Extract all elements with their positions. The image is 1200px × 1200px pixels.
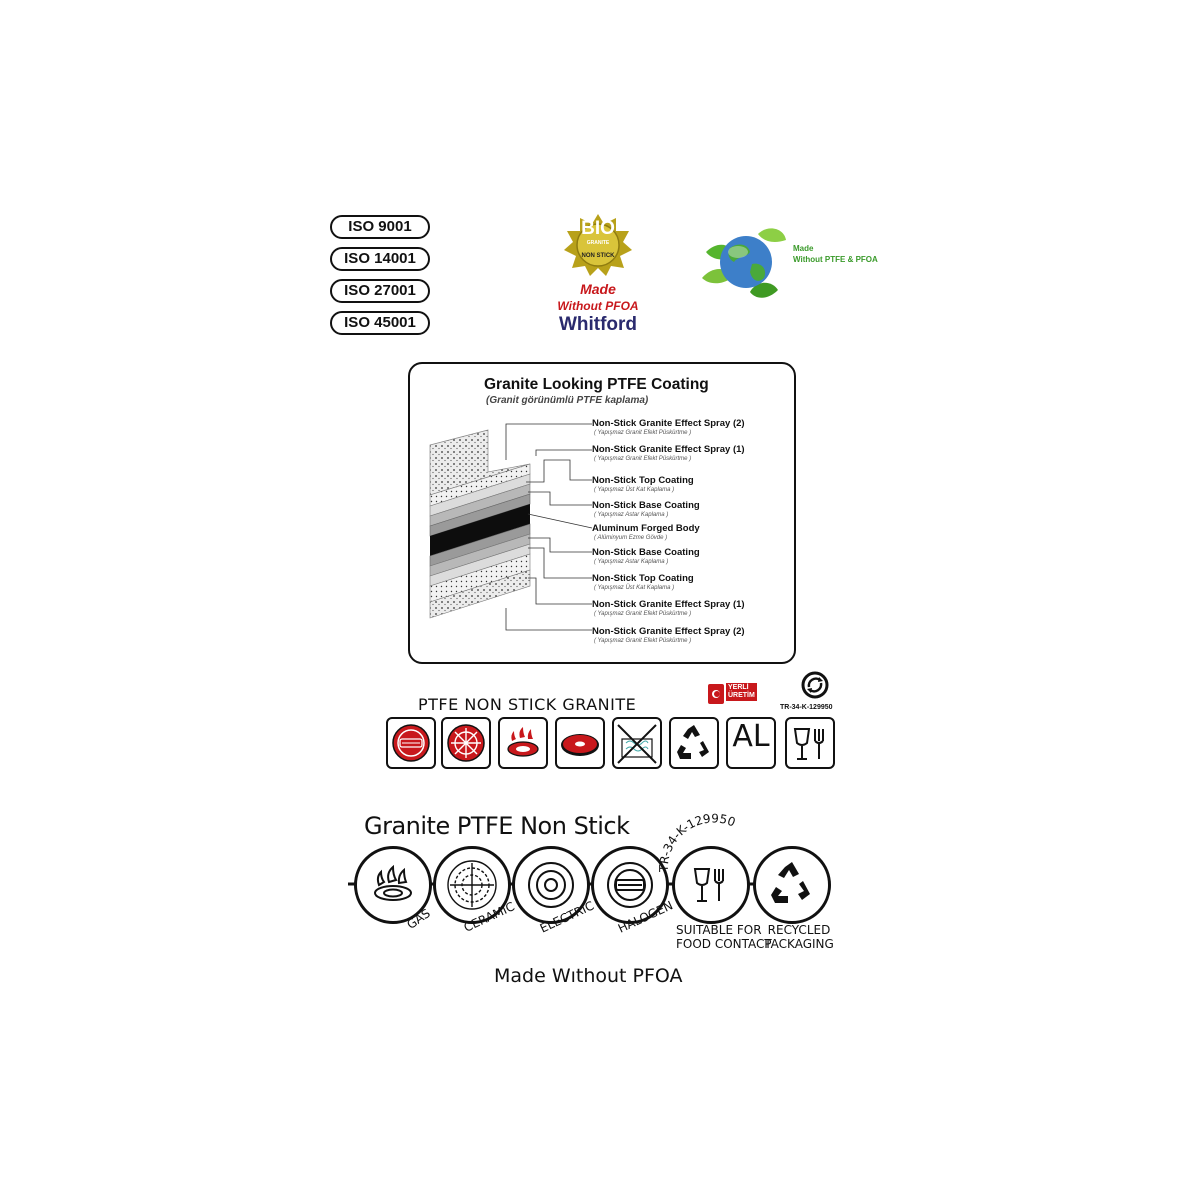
halogen-icon — [388, 719, 434, 767]
iso-14001-badge: ISO 14001 — [330, 247, 430, 271]
recycle-mark-icon — [800, 670, 830, 700]
arc-tr-code — [652, 810, 768, 890]
gas-label: GAS — [404, 906, 433, 932]
layer-granite-spray-1-top: Non-Stick Granite Effect Spray (1) ( Yapışmaz Granit Efekt Püskürtme ) — [592, 444, 745, 462]
iso-27001-badge: ISO 27001 — [330, 279, 430, 303]
layer-top-coating-upper: Non-Stick Top Coating ( Yapışmaz Üst Kat Kaplama ) — [592, 475, 694, 493]
ceramic-label: CERAMIC — [461, 899, 517, 935]
bio-seal-title: BIO — [581, 218, 615, 239]
ptfe-row-heading: PTFE NON STICK GRANITE — [418, 695, 637, 714]
food-safe-icon — [787, 719, 833, 767]
electric-icon — [557, 719, 603, 767]
gas-icon — [500, 719, 546, 767]
ceramic-icon-box — [441, 717, 491, 769]
halogen-label: HALOGEN — [615, 898, 676, 936]
coating-layers-diagram — [410, 420, 600, 652]
yerli-uretim-label: YERLİ ÜRETİM — [728, 684, 755, 699]
iso-45001-badge: ISO 45001 — [330, 311, 430, 335]
bio-made-text: Made — [580, 281, 616, 297]
globe-leaves-icon — [698, 222, 790, 304]
aluminum-icon: AL — [732, 719, 770, 754]
halogen-icon-box — [386, 717, 436, 769]
tr-code-small: TR-34-K-129950 — [780, 704, 833, 711]
ceramic-icon — [443, 719, 489, 767]
layer-granite-spray-1-bottom: Non-Stick Granite Effect Spray (1) ( Yapışmaz Granit Efekt Püskürtme ) — [592, 599, 745, 617]
layer-base-coating-lower: Non-Stick Base Coating ( Yapışmaz Astar Kaplama ) — [592, 547, 700, 565]
iso-9001-badge: ISO 9001 — [330, 215, 430, 239]
coating-panel-title: Granite Looking PTFE Coating — [484, 376, 709, 393]
yerli-uretim-flag-icon — [706, 680, 726, 706]
recycled-packaging-label: RECYCLED PACKAGING — [764, 923, 834, 951]
whitford-logo: Whitford — [558, 314, 638, 335]
bio-seal-mid: GRANITE — [586, 240, 610, 246]
gas-icon-box — [498, 717, 548, 769]
bio-without-pfoa-text: Without PFOA — [557, 299, 639, 313]
electric-label: ELECTRIC — [537, 898, 597, 936]
aluminum-icon-box — [726, 717, 776, 769]
recycle-icon — [671, 719, 717, 767]
bottom-heading: Granite PTFE Non Stick — [364, 812, 630, 840]
layer-aluminum-body: Aluminum Forged Body ( Alüminyum Ezme Gövde ) — [592, 523, 700, 541]
globe-without-text: Without PTFE & PFOA — [793, 255, 878, 264]
no-induction-icon — [614, 719, 660, 767]
bio-seal-bottom: NON STICK — [581, 253, 615, 259]
globe-made-text: Made — [793, 244, 814, 253]
layer-base-coating-upper: Non-Stick Base Coating ( Yapışmaz Astar Kaplama ) — [592, 500, 700, 518]
recycle-icon-box — [669, 717, 719, 769]
no-induction-icon-box — [612, 717, 662, 769]
svg-text:TR-34-K-129950: TR-34-K-129950 — [656, 811, 738, 873]
coating-panel-subtitle: (Granit görünümlü PTFE kaplama) — [486, 395, 649, 406]
layer-top-coating-lower: Non-Stick Top Coating ( Yapışmaz Üst Kat Kaplama ) — [592, 573, 694, 591]
food-safe-icon-box — [785, 717, 835, 769]
made-without-pfoa-footer: Made Wıthout PFOA — [494, 965, 683, 987]
electric-icon-box — [555, 717, 605, 769]
layer-granite-spray-2-bottom: Non-Stick Granite Effect Spray (2) ( Yapışmaz Granit Efekt Püskürtme ) — [592, 626, 745, 644]
layer-granite-spray-2-top: Non-Stick Granite Effect Spray (2) ( Yapışmaz Granit Efekt Püskürtme ) — [592, 418, 745, 436]
food-contact-label: SUITABLE FOR FOOD CONTACT — [676, 923, 772, 951]
